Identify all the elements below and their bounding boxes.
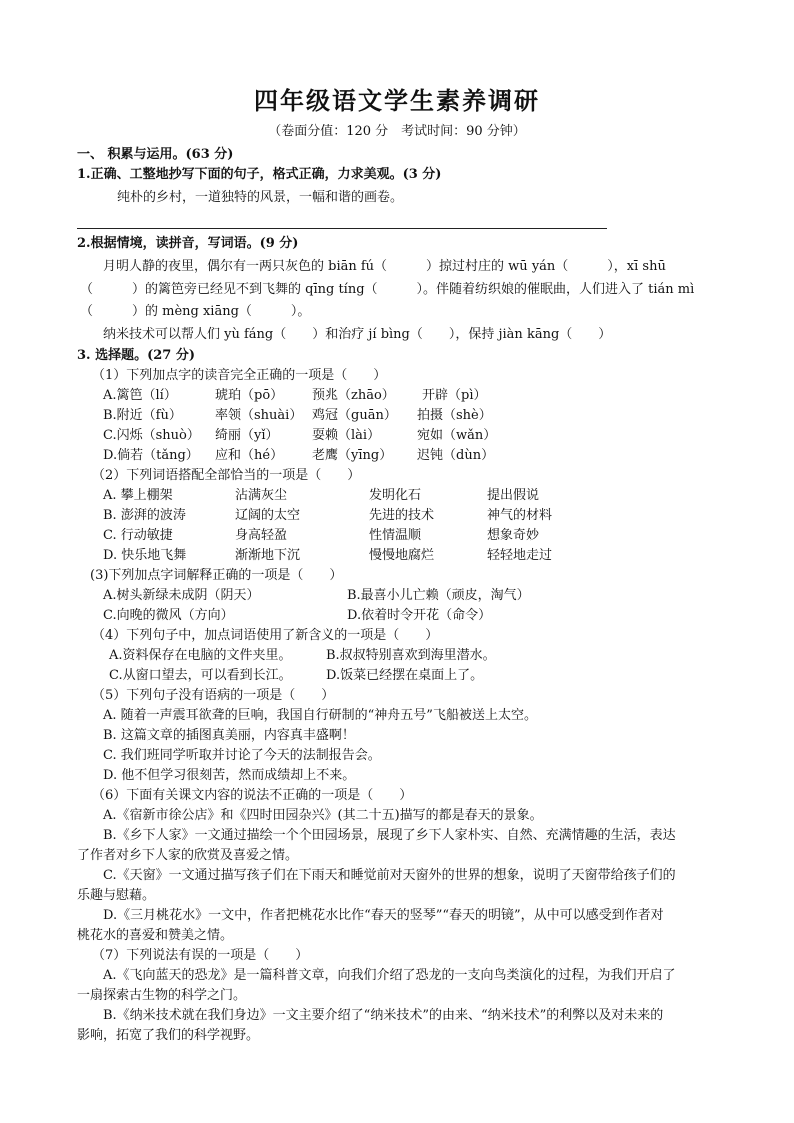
- option: 沾满灰尘: [235, 488, 288, 503]
- option: 渐渐地下沉: [235, 548, 301, 563]
- option: 提出假说: [487, 488, 540, 503]
- option: 琥珀（pō）: [215, 388, 284, 403]
- option-continuation: 桃花水的喜爱和赞美之情。: [77, 928, 234, 943]
- option: 拍摄（shè）: [417, 408, 492, 423]
- option: 开辟（pì）: [422, 388, 487, 403]
- option: B.附近（fù）: [103, 408, 182, 423]
- option: 迟钝（dùn）: [417, 448, 495, 463]
- option: D.《三月桃花水》一文中，作者把桃花水比作“春天的竖琴”“春天的明镜”，从中可以感受到作者对: [103, 908, 664, 923]
- option: A. 攀上棚架: [103, 488, 173, 503]
- option: 老鹰（yīng）: [312, 448, 393, 463]
- option-continuation: 了作者对乡下人家的欣赏及喜爱之情。: [77, 848, 299, 863]
- question-1-heading: 1.正确、工整地抄写下面的句子，格式正确，力求美观。(3 分): [77, 167, 442, 182]
- option: A.篱笆（lí）: [103, 388, 177, 403]
- option: 绮丽（yǐ）: [215, 428, 279, 443]
- sub-question-stem: (3)下列加点字词解释正确的一项是（ ）: [90, 568, 343, 583]
- option: A. 随着一声震耳欲聋的巨响，我国自行研制的“神舟五号”飞船被送上太空。: [103, 708, 537, 723]
- option: 应和（hé）: [215, 448, 284, 463]
- question-1-sentence: 纯朴的乡村，一道独特的风景，一幅和谐的画卷。: [117, 190, 404, 205]
- sub-question-stem: （4）下列句子中，加点词语使用了新含义的一项是（ ）: [92, 628, 439, 643]
- option: D.饭菜已经摆在桌面上了。: [326, 668, 484, 683]
- option: A.《飞向蓝天的恐龙》是一篇科普文章，向我们介绍了恐龙的一支向鸟类演化的过程，为我们开启了: [103, 968, 676, 983]
- writing-line: [77, 228, 607, 229]
- option: B. 澎湃的波涛: [103, 508, 186, 523]
- option: B.叔叔特别喜欢到海里潜水。: [326, 648, 496, 663]
- option: A.资料保存在电脑的文件夹里。: [109, 648, 292, 663]
- exam-info: （卷面分值：120 分 考试时间：90 分钟）: [268, 124, 526, 139]
- option: B.《乡下人家》一文通过描绘一个个田园场景，展现了乡下人家朴实、自然、充满情趣的生活，表达: [103, 828, 676, 843]
- option: 神气的材料: [487, 508, 553, 523]
- option: 辽阔的太空: [235, 508, 301, 523]
- option: C.从窗口望去，可以看到长江。: [109, 668, 292, 683]
- option: 发明化石: [369, 488, 422, 503]
- option: C. 我们班同学听取并讨论了今天的法制报告会。: [103, 748, 381, 763]
- option: C. 行动敏捷: [103, 528, 173, 543]
- question-2-line: （ ）的 mèng xiāng（ ）。: [80, 304, 311, 319]
- option: 鸡冠（guān）: [312, 408, 397, 423]
- option: B. 这篇文章的插图真美丽，内容真丰盛啊！: [103, 728, 355, 743]
- sub-question-stem: （1）下列加点字的读音完全正确的一项是（ ）: [92, 368, 387, 383]
- option: 性情温顺: [369, 528, 422, 543]
- option-continuation: 影响，拓宽了我们的科学视野。: [77, 1028, 260, 1043]
- question-2-line: （ ）的篱笆旁已经见不到飞舞的 qīng tíng（ ）。伴随着纺织娘的催眠曲，人们进入了 tián mì: [80, 282, 695, 297]
- option: B.最喜小儿亡赖（顽皮，淘气）: [347, 588, 530, 603]
- option-continuation: 乐趣与慰藉。: [77, 888, 156, 903]
- sub-question-stem: （7）下列说法有误的一项是（ ）: [92, 948, 309, 963]
- question-3-heading: 3. 选择题。(27 分): [77, 348, 196, 363]
- option: D.倘若（tǎng）: [103, 448, 199, 463]
- option: 慢慢地腐烂: [369, 548, 435, 563]
- sub-question-stem: （2）下列词语搭配全部恰当的一项是（ ）: [92, 468, 361, 483]
- page-title: 四年级语文学生素养调研: [254, 86, 540, 115]
- option: 率领（shuài）: [215, 408, 303, 423]
- option-continuation: 一扇探索古生物的科学之门。: [77, 988, 247, 1003]
- section-heading: 一、 积累与运用。(63 分): [77, 147, 234, 162]
- option: C.闪烁（shuò）: [103, 428, 200, 443]
- option: 宛如（wǎn）: [417, 428, 497, 443]
- option: 身高轻盈: [235, 528, 288, 543]
- option: C.向晚的微风（方向）: [103, 608, 234, 623]
- option: C.《天窗》一文通过描写孩子们在下雨天和睡觉前对天窗外的世界的想象，说明了天窗带给孩子们的: [103, 868, 676, 883]
- question-2-heading: 2.根据情境，读拼音，写词语。(9 分): [77, 236, 299, 251]
- option: A.《宿新市徐公店》和《四时田园杂兴》(其二十五)描写的都是春天的景象。: [103, 808, 543, 823]
- question-2-line: 纳米技术可以帮人们 yù fáng（ ）和治疗 jí bìng（ ），保持 jiàn kāng（ ）: [103, 327, 612, 342]
- option: D. 快乐地飞舞: [103, 548, 187, 563]
- option: 轻轻地走过: [487, 548, 553, 563]
- sub-question-stem: （5）下列句子没有语病的一项是（ ）: [92, 688, 335, 703]
- option: B.《纳米技术就在我们身边》一文主要介绍了“纳米技术”的由来、“纳米技术”的利弊以及对未来的: [103, 1008, 664, 1023]
- sub-question-stem: （6）下面有关课文内容的说法不正确的一项是（ ）: [92, 788, 413, 803]
- option: 想象奇妙: [487, 528, 540, 543]
- option: A.树头新绿未成阴（阴天）: [103, 588, 260, 603]
- option: 耍赖（lài）: [312, 428, 381, 443]
- question-2-line: 月明人静的夜里，偶尔有一两只灰色的 biān fú（ ）掠过村庄的 wū yán（ ），xī shū: [103, 259, 666, 274]
- option: 先进的技术: [369, 508, 435, 523]
- option: D. 他不但学习很刻苦，然而成绩却上不来。: [103, 768, 356, 783]
- option: 预兆（zhāo）: [312, 388, 395, 403]
- option: D.依着时令开花（命令）: [347, 608, 492, 623]
